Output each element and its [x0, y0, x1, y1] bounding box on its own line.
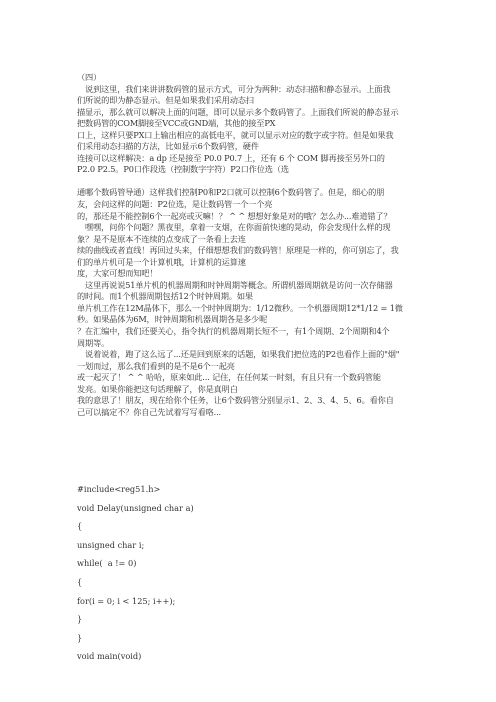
text-line: 说到这里，我们来讲讲数码管的显示方式，可分为两种：动态扫描和静态显示。上面我: [77, 83, 391, 94]
code-line: #include<reg51.h>: [77, 484, 161, 494]
text-line: 通哪个数码管导通）这样我们控制P0和P2口就可以控制6个数码管了。但是，细心的朋: [77, 187, 385, 198]
text-line: P2.0 P2.5。P0口作段选（控制数字字符）P2口作位选（选: [77, 164, 289, 175]
text-line: 发亮。如果你能把这句话理解了，你是真明白: [77, 383, 238, 394]
text-line: 嘿嘿，问你个问题？黑夜里，拿着一支烟，在你面前快速的晃动，你会发现什么样的现: [77, 222, 391, 233]
code-line: while( a != 0): [77, 558, 137, 569]
text-line: 一划而过，那么我们看到的是不是6个一起亮: [77, 360, 235, 371]
text-line: 们采用动态扫描的方法，比如显示6个数码管，硬件: [77, 141, 259, 152]
body-text: [77, 72, 421, 418]
code-line: for(i = 0; i < 125; i++);: [77, 595, 176, 606]
section-heading: （四）: [77, 72, 102, 82]
blank-line: [77, 176, 421, 188]
text-line: ？在汇编中，我们还要关心，指令执行的机器周期长短不一，有1个周期、2个周期和4个: [77, 326, 390, 337]
text-line: 的，那还是不能控制6个一起亮或灭嘛！？ ^ ^ 想想好象是对的哦？怎么办...难道错了？: [77, 210, 392, 221]
text-line: 把数码管的COM脚接至VCC或GND端，其他的接至PX: [77, 118, 276, 129]
text-line: 的时间。而1个机器周期包括12个时钟周期。如果: [77, 291, 253, 302]
text-line: 们所说的即为静态显示。但是如果我们采用动态扫: [77, 95, 254, 106]
code-line: void main(void): [77, 651, 142, 662]
text-line: 周期等。: [77, 337, 110, 348]
text-line: 度，大家可想而知吧！: [77, 268, 158, 279]
code-block: [77, 480, 421, 666]
text-line: 单片机工作在12M晶体下，那么一个时钟周期为：1/12微秒。一个机器周期12*1/12 = 1微: [77, 302, 403, 313]
code-line: }: [77, 632, 83, 643]
text-line: 描显示，那么就可以解决上面的问题，即可以显示多个数码管了。上面我们所说的静态显示: [77, 106, 399, 117]
text-line: 连接可以这样解决：a dp 还是接至 P0.0 P0.7 上，还有 6 个 COM 脚再接至另外口的: [77, 152, 385, 163]
text-line: 说着说着，跑了这么远了...还是回到原来的话题，如果我们把位选的P2也看作上面的"烟": [77, 349, 400, 360]
code-line: void Delay(unsigned char a): [77, 502, 194, 513]
text-line: 我的意思了！朋友，现在给你个任务，让6个数码管分别显示1、2、3、4、5、6。看你自: [77, 395, 394, 406]
text-line: 或一起灭了！ ^ ^ 哈哈，原来如此... 记住，在任何某一时刻，有且只有一个数码管能: [77, 372, 381, 383]
text-line: 友，会问这样的问题：P2位选，是让数码管一个一个亮: [77, 199, 273, 210]
text-line: 己可以搞定不？你自己先试着写写看咯...: [77, 406, 221, 417]
text-line: 这里再说说51单片机的机器周期和时钟周期等概念。所谓机器周期就是访问一次存储器: [77, 279, 393, 290]
code-line: {: [77, 521, 83, 532]
code-line: unsigned char i;: [77, 539, 145, 550]
text-line: 象？是不是原本不连续的点变成了一条看上去连: [77, 233, 246, 244]
text-line: 们的单片机可是一个计算机哦，计算机的运算速: [77, 256, 246, 267]
code-line: }: [77, 614, 83, 625]
text-line: 续的曲线或者直线！再回过头来，仔细想想我们的数码管！原理是一样的，你可别忘了，我: [77, 245, 399, 256]
code-line: {: [77, 576, 83, 587]
text-line: 口上，这样只要PX口上输出相应的高低电平，就可以显示对应的数字或字符。但是如果我: [77, 129, 394, 140]
text-line: 秒。如果晶体为6M，时钟周期和机器周期各是多少呢: [77, 314, 268, 325]
